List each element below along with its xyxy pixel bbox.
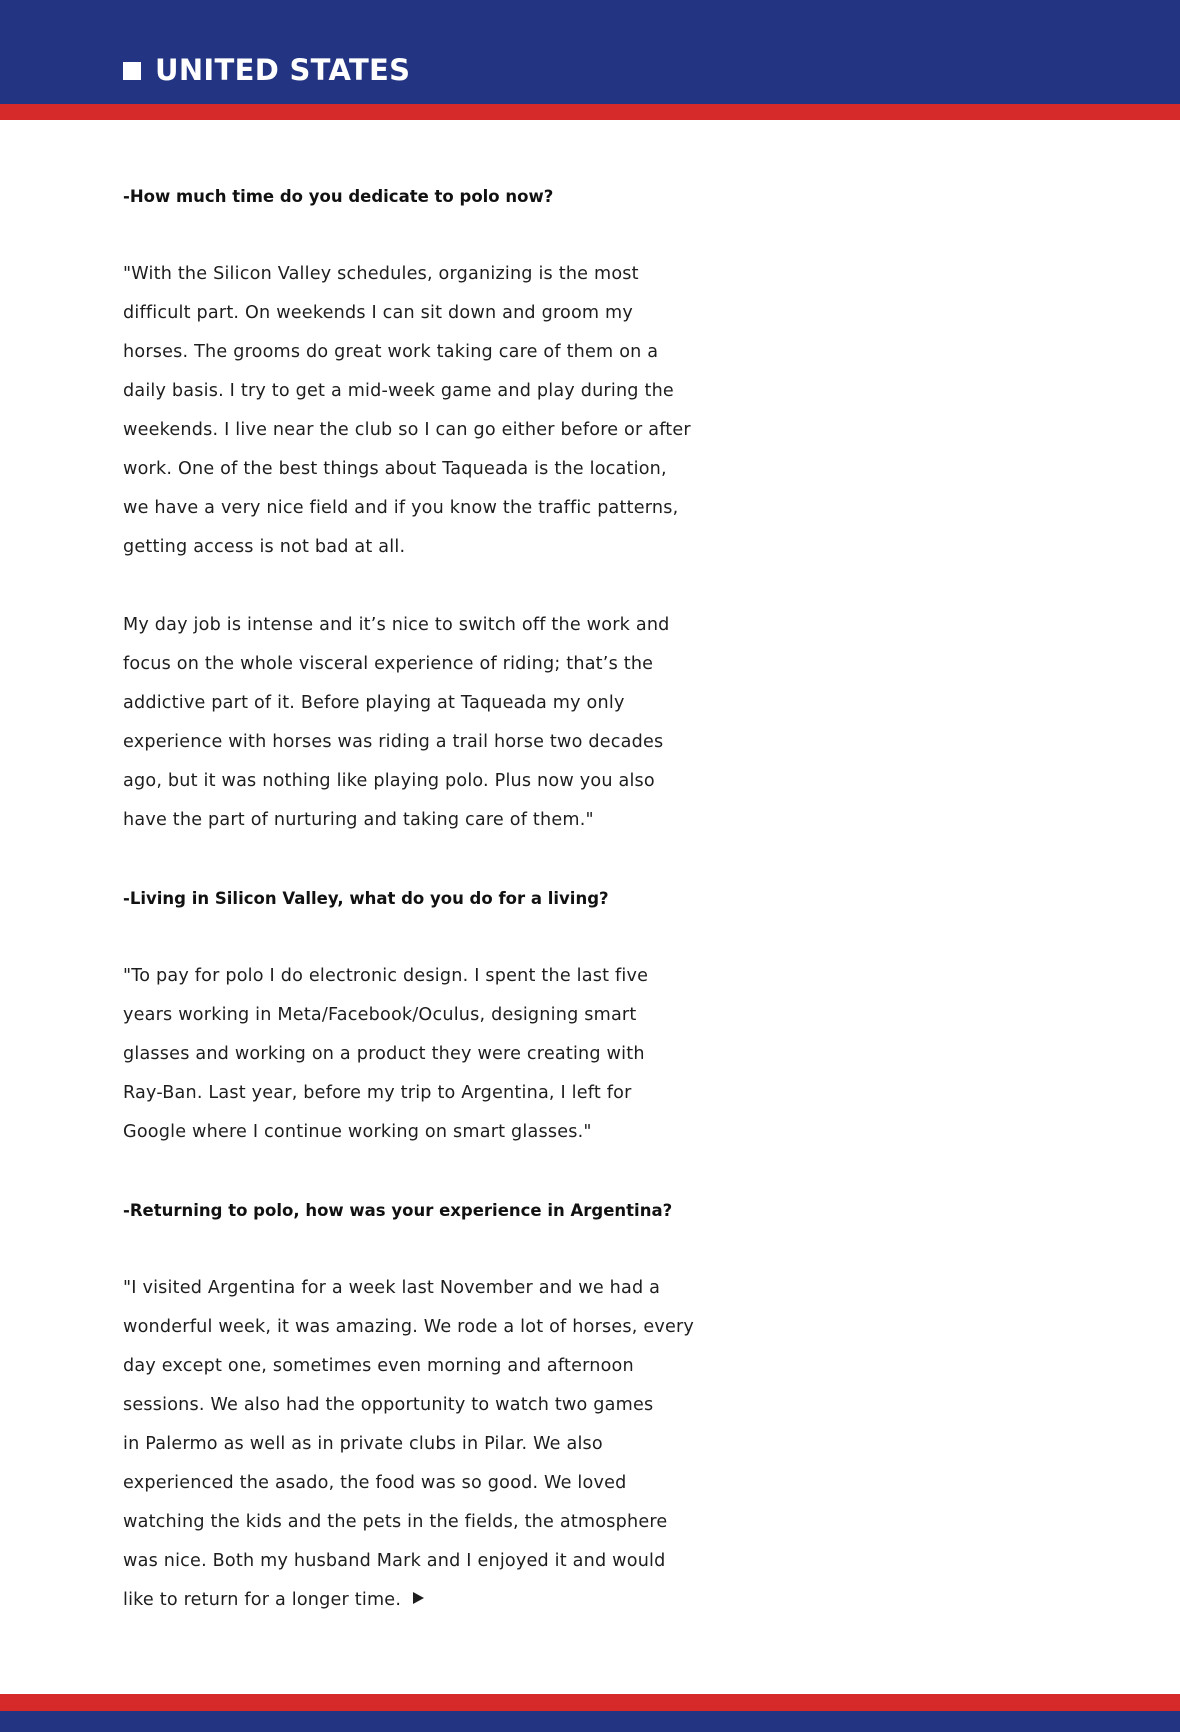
- question-argentina: -Returning to polo, how was your experience in Argentina?: [123, 1201, 673, 1220]
- text-line-content: like to return for a longer time.: [123, 1590, 402, 1610]
- section-title: UNITED STATES: [155, 53, 411, 87]
- square-bullet-icon: [123, 62, 141, 80]
- header-stripe: [0, 104, 1180, 120]
- text-line: sessions. We also had the opportunity to watch two games: [123, 1395, 654, 1415]
- text-line: years working in Meta/Facebook/Oculus, designing smart: [123, 1005, 637, 1025]
- text-line: "To pay for polo I do electronic design. I spent the last five: [123, 966, 649, 986]
- answer-paragraph: [123, 255, 1083, 567]
- text-line: work. One of the best things about Taqueada is the location,: [123, 459, 667, 479]
- text-line: in Palermo as well as in private clubs in Pilar. We also: [123, 1434, 603, 1454]
- text-line: horses. The grooms do great work taking care of them on a: [123, 342, 659, 362]
- question-time-dedicated: -How much time do you dedicate to polo now?: [123, 187, 554, 206]
- text-line: difficult part. On weekends I can sit down and groom my: [123, 303, 633, 323]
- continue-arrow-icon: [413, 1592, 424, 1604]
- text-line: we have a very nice field and if you know the traffic patterns,: [123, 498, 679, 518]
- text-line: My day job is intense and it’s nice to switch off the work and: [123, 615, 670, 635]
- article-body: [123, 177, 1083, 1659]
- text-line: experienced the asado, the food was so good. We loved: [123, 1473, 627, 1493]
- text-line: was nice. Both my husband Mark and I enjoyed it and would: [123, 1551, 666, 1571]
- question-living: -Living in Silicon Valley, what do you do for a living?: [123, 889, 609, 908]
- footer-stripe: [0, 1694, 1180, 1711]
- text-line: day except one, sometimes even morning and afternoon: [123, 1356, 634, 1376]
- text-line: addictive part of it. Before playing at Taqueada my only: [123, 693, 625, 713]
- text-line: getting access is not bad at all.: [123, 537, 406, 557]
- text-line-last: [123, 1581, 1083, 1620]
- text-line: experience with horses was riding a trail horse two decades: [123, 732, 664, 752]
- text-line: weekends. I live near the club so I can go either before or after: [123, 420, 691, 440]
- text-line: daily basis. I try to get a mid-week game and play during the: [123, 381, 674, 401]
- answer-paragraph: [123, 606, 1083, 840]
- answer-paragraph: [123, 957, 1083, 1152]
- answer-paragraph: [123, 1269, 1083, 1620]
- footer-bar: [0, 1711, 1180, 1732]
- text-line: Ray-Ban. Last year, before my trip to Argentina, I left for: [123, 1083, 632, 1103]
- text-line: glasses and working on a product they were creating with: [123, 1044, 645, 1064]
- text-line: Google where I continue working on smart glasses.": [123, 1122, 592, 1142]
- text-line: wonderful week, it was amazing. We rode a lot of horses, every: [123, 1317, 695, 1337]
- text-line: "With the Silicon Valley schedules, organizing is the most: [123, 264, 639, 284]
- text-line: have the part of nurturing and taking care of them.": [123, 810, 594, 830]
- text-line: "I visited Argentina for a week last November and we had a: [123, 1278, 661, 1298]
- text-line: watching the kids and the pets in the fields, the atmosphere: [123, 1512, 668, 1532]
- text-line: ago, but it was nothing like playing polo. Plus now you also: [123, 771, 655, 791]
- text-line: focus on the whole visceral experience of riding; that’s the: [123, 654, 654, 674]
